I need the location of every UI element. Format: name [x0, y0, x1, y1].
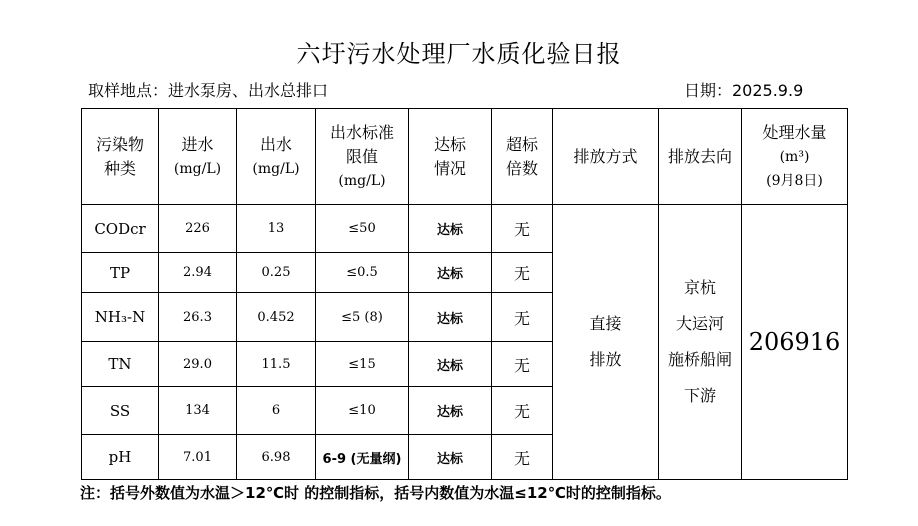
compliance-cell: 达标	[409, 387, 492, 435]
exceed-cell: 无	[492, 387, 553, 435]
sampling-location: 取样地点：进水泵房、出水总排口	[88, 81, 329, 100]
pollutant-cell: CODcr	[82, 205, 159, 253]
volume-cell: 206916	[742, 205, 848, 480]
report-date: 日期：2025.9.9	[684, 81, 804, 100]
pollutant-cell: TP	[82, 253, 159, 293]
header-volume: 处理水量 (m³) (9月8日)	[742, 109, 848, 205]
outflow-cell: 0.25	[237, 253, 316, 293]
pollutant-cell: NH₃-N	[82, 293, 159, 342]
exceed-cell: 无	[492, 293, 553, 342]
discharge-method-cell: 直接 排放	[553, 205, 659, 480]
inflow-cell: 226	[159, 205, 237, 253]
exceed-cell: 无	[492, 435, 553, 480]
pollutant-cell: TN	[82, 342, 159, 387]
header-compliance: 达标 情况	[409, 109, 492, 205]
header-inflow: 进水 (mg/L)	[159, 109, 237, 205]
report-title: 六圩污水处理厂水质化验日报	[296, 40, 622, 68]
outflow-cell: 0.452	[237, 293, 316, 342]
header-exceed: 超标 倍数	[492, 109, 553, 205]
compliance-cell: 达标	[409, 293, 492, 342]
inflow-cell: 7.01	[159, 435, 237, 480]
inflow-cell: 29.0	[159, 342, 237, 387]
outflow-cell: 11.5	[237, 342, 316, 387]
header-row	[82, 109, 848, 205]
exceed-cell: 无	[492, 342, 553, 387]
limit-cell: ≤0.5	[316, 253, 409, 293]
header-outflow: 出水 (mg/L)	[237, 109, 316, 205]
header-discharge-method: 排放方式	[553, 109, 659, 205]
inflow-cell: 2.94	[159, 253, 237, 293]
outflow-cell: 13	[237, 205, 316, 253]
limit-cell: ≤50	[316, 205, 409, 253]
water-quality-table	[81, 108, 848, 480]
exceed-cell: 无	[492, 253, 553, 293]
limit-cell: ≤15	[316, 342, 409, 387]
outflow-cell: 6	[237, 387, 316, 435]
compliance-cell: 达标	[409, 253, 492, 293]
header-discharge-dest: 排放去向	[659, 109, 742, 205]
compliance-cell: 达标	[409, 205, 492, 253]
header-limit: 出水标准 限值 (mg/L)	[316, 109, 409, 205]
limit-cell: ≤10	[316, 387, 409, 435]
limit-cell: 6-9 (无量纲)	[316, 435, 409, 480]
exceed-cell: 无	[492, 205, 553, 253]
limit-cell: ≤5 (8)	[316, 293, 409, 342]
compliance-cell: 达标	[409, 342, 492, 387]
inflow-cell: 26.3	[159, 293, 237, 342]
header-pollutant: 污染物 种类	[82, 109, 159, 205]
table-row	[82, 205, 848, 253]
pollutant-cell: pH	[82, 435, 159, 480]
compliance-cell: 达标	[409, 435, 492, 480]
outflow-cell: 6.98	[237, 435, 316, 480]
discharge-dest-cell: 京杭 大运河 施桥船闸 下游	[659, 205, 742, 480]
pollutant-cell: SS	[82, 387, 159, 435]
footnote: 注：括号外数值为水温＞12℃时 的控制指标，括号内数值为水温≤12℃时的控制指标。	[80, 484, 671, 502]
inflow-cell: 134	[159, 387, 237, 435]
